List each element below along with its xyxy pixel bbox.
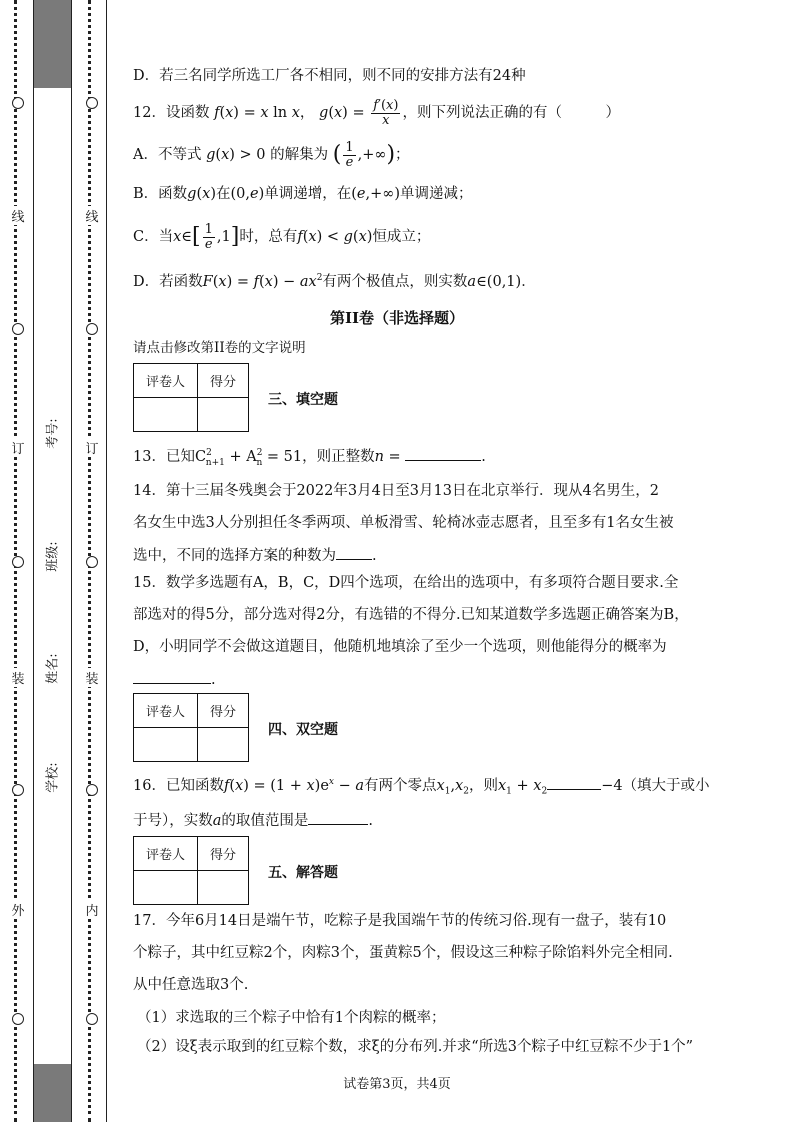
grader-cell[interactable]: [134, 398, 198, 432]
q12-option-a: A．不等式 g(x) > 0 的解集为 ( $\frac{1}{e}$ ,+∞)；: [133, 139, 410, 170]
score-cell[interactable]: [198, 728, 249, 762]
part2-note: 请点击修改第II卷的文字说明: [133, 340, 306, 356]
outer-cut-line: [12, 0, 26, 1122]
q15-answer: .: [133, 669, 216, 690]
q16-line2: 于号），实数a的取值范围是 .: [133, 810, 373, 831]
outer-mark-outside: 外: [10, 900, 26, 919]
circle-mark: [86, 97, 98, 109]
grader-label: 评卷人: [134, 694, 198, 728]
q17-part2: （2）设ξ表示取到的红豆粽个数，求ξ的分布列.并求“所选3个粽子中红豆粽不少于1个”: [137, 1039, 694, 1055]
q13: 13．已知$C^2_{n+1} + A^2_n = 51$，则正整数n = .: [133, 443, 486, 473]
school-label: 学校:: [45, 762, 61, 793]
section-solve: 五、解答题: [268, 865, 338, 881]
q16-line1: 16．已知函数$f(x) = (1 + x)e^x - a$有两个零点$x_1,x_2$，则$x_1 + x_2 -4$（填大于或小: [133, 772, 710, 802]
binding-line-1: [33, 0, 34, 1122]
score-cell[interactable]: [198, 398, 249, 432]
inner-cut-line: [86, 0, 100, 1122]
q12-stem: 12．设函数 f(x) = x ln x， g(x) = $\frac{f'(x)}{x}$ ，则下列说法正确的有（ ）: [133, 97, 620, 128]
exam-number-label: 考号:: [45, 418, 61, 449]
circle-mark: [12, 784, 24, 796]
binding-gray-top: [34, 0, 71, 88]
q11-option-d: D．若三名同学所选工厂各不相同，则不同的安排方法有24种: [133, 68, 526, 84]
q16-range-blank[interactable]: [308, 810, 368, 825]
page-footer: 试卷第3页，共4页: [343, 1077, 451, 1092]
grader-table: [133, 836, 249, 905]
q14-answer-blank[interactable]: [336, 545, 372, 560]
class-label: 班级:: [45, 541, 61, 572]
inner-mark-bind: 装: [84, 668, 100, 687]
inner-mark-order: 订: [84, 438, 100, 457]
outer-mark-order: 订: [10, 438, 26, 457]
q12-option-c: C．当x∈[ $\frac{1}{e}$ ,1]时，总有f(x) < g(x)恒成立；: [133, 221, 431, 252]
q17-part1: （1）求选取的三个粽子中恰有1个肉粽的概率；: [137, 1010, 446, 1026]
grader-table: [133, 693, 249, 762]
circle-mark: [12, 97, 24, 109]
binding-line-3: [106, 0, 107, 1122]
q14-line2: 名女生中选3人分别担任冬季两项、单板滑雪、轮椅冰壶志愿者，且至多有1名女生被: [133, 515, 674, 531]
grader-label: 评卷人: [134, 364, 198, 398]
score-label: 得分: [198, 694, 249, 728]
score-label: 得分: [198, 364, 249, 398]
q16-compare-blank[interactable]: [547, 775, 601, 790]
q14-line1: 14．第十三届冬残奥会于2022年3月4日至3月13日在北京举行．现从4名男生，2: [133, 483, 659, 499]
circle-mark: [12, 1013, 24, 1025]
q17-line3: 从中任意选取3个.: [133, 977, 249, 993]
part2-heading: 第II卷（非选择题）: [329, 309, 465, 327]
name-label: 姓名:: [45, 653, 61, 684]
q14-line3: 选中，不同的选择方案的种数为 .: [133, 545, 377, 566]
grader-cell[interactable]: [134, 728, 198, 762]
grader-label: 评卷人: [134, 837, 198, 871]
q17-line1: 17．今年6月14日是端午节，吃粽子是我国端午节的传统习俗.现有一盘子，装有10: [133, 913, 667, 929]
q15-line2: 部选对的得5分，部分选对得2分，有选错的不得分.已知某道数学多选题正确答案为B，: [133, 607, 689, 623]
q13-answer-blank[interactable]: [405, 446, 481, 461]
outer-mark-bind: 装: [10, 668, 26, 687]
q12-option-d: D．若函数$F(x) = f(x) - ax^2$有两个极值点，则实数a∈(0,1)．: [133, 273, 536, 290]
inner-mark-line: 线: [84, 206, 100, 225]
grader-cell[interactable]: [134, 871, 198, 905]
q15-line1: 15．数学多选题有A，B，C，D四个选项，在给出的选项中，有多项符合题目要求.全: [133, 575, 679, 591]
q17-line2: 个粽子，其中红豆粽2个，肉粽3个，蛋黄粽5个，假设这三种粽子除馅料外完全相同.: [133, 945, 673, 961]
score-cell[interactable]: [198, 871, 249, 905]
score-label: 得分: [198, 837, 249, 871]
q15-line3: D，小明同学不会做这道题目，他随机地填涂了至少一个选项，则他能得分的概率为: [133, 639, 667, 655]
binding-line-2: [71, 0, 72, 1122]
q15-answer-blank[interactable]: [133, 669, 211, 684]
circle-mark: [86, 556, 98, 568]
circle-mark: [86, 784, 98, 796]
grader-table: [133, 363, 249, 432]
outer-mark-line: 线: [10, 206, 26, 225]
section-double-blank: 四、双空题: [268, 722, 338, 738]
q12-option-b: B．函数g(x)在(0,e)单调递增，在(e,+∞)单调递减；: [133, 186, 473, 202]
circle-mark: [86, 1013, 98, 1025]
section-fill-in: 三、填空题: [268, 392, 338, 408]
inner-mark-inside: 内: [84, 900, 100, 919]
circle-mark: [12, 556, 24, 568]
